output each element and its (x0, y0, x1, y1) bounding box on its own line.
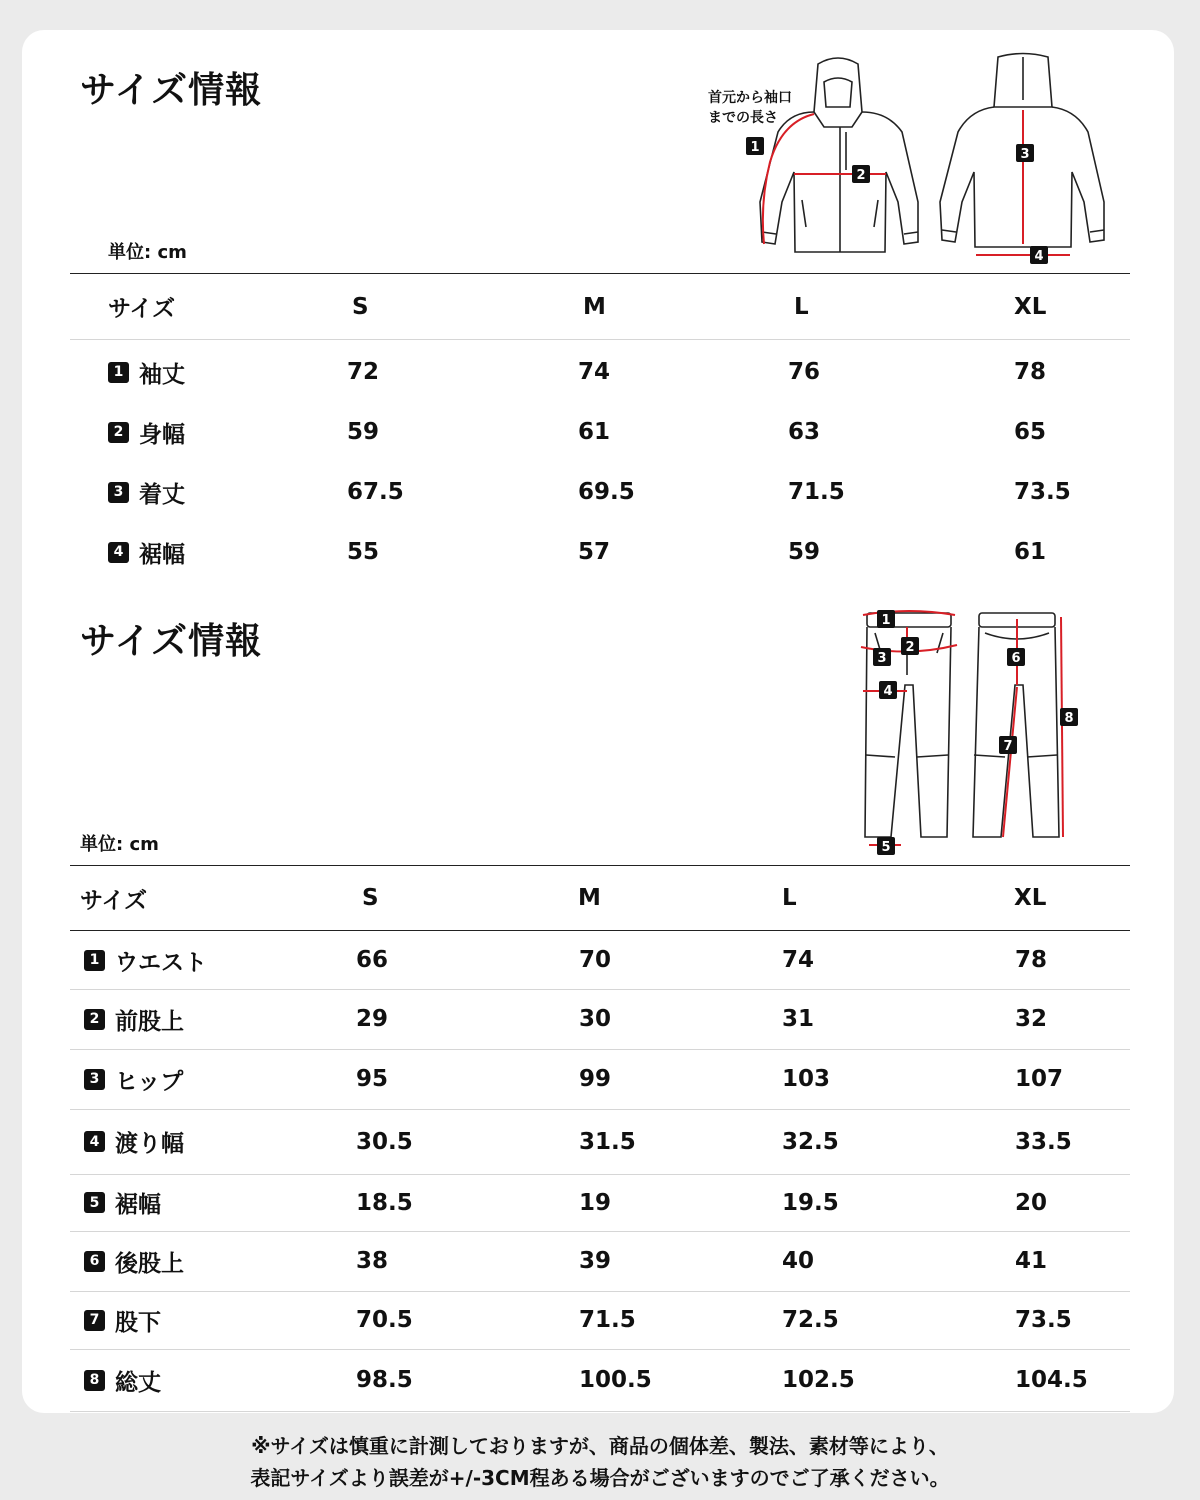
pants-value-xl: 104.5 (1015, 1367, 1088, 1393)
jacket-value-l: 76 (788, 359, 821, 385)
pants-value-l: 19.5 (782, 1189, 839, 1216)
measurement-number-badge: 7 (84, 1310, 105, 1331)
svg-text:6: 6 (1011, 651, 1021, 666)
jacket-header-size: サイズ (108, 296, 176, 322)
pants-table-row (70, 1174, 1130, 1232)
jacket-header-s: S (352, 293, 369, 320)
pants-value-xl: 32 (1015, 1006, 1048, 1032)
measurement-name: 前股上 (115, 1008, 184, 1035)
pants-value-s: 70.5 (356, 1307, 413, 1333)
jacket-table-row (70, 462, 1130, 522)
pants-value-l: 32.5 (782, 1128, 839, 1155)
svg-text:3: 3 (1020, 147, 1030, 162)
pants-value-xl: 33.5 (1015, 1128, 1072, 1155)
measurement-name: 渡り幅 (115, 1131, 184, 1157)
measurement-name: ヒップ (115, 1068, 184, 1095)
measurement-name: 裾幅 (115, 1192, 161, 1218)
jacket-measurement-diagram (690, 52, 1120, 267)
pants-header-xl: XL (1014, 885, 1047, 911)
pants-unit-label: 単位: cm (80, 834, 159, 855)
jacket-header-row (70, 274, 1130, 340)
measurement-number-badge: 4 (84, 1131, 105, 1152)
measurement-name: 着丈 (139, 481, 185, 508)
svg-text:4: 4 (883, 684, 893, 699)
pants-header-l: L (782, 885, 797, 911)
jacket-value-xl: 78 (1014, 359, 1047, 385)
measurement-number-badge: 5 (84, 1192, 105, 1213)
pants-header-size: サイズ (80, 887, 148, 914)
pants-row-label (84, 1364, 161, 1397)
pants-header-s: S (362, 885, 379, 911)
measurement-name: ウエスト (115, 949, 207, 976)
disclaimer-line-2: 表記サイズより誤差が+/-3CM程ある場合がございますのでご了承ください。 (250, 1466, 950, 1490)
pants-table-row (70, 1291, 1130, 1350)
pants-table-row (70, 1049, 1130, 1110)
jacket-header-l: L (794, 293, 809, 320)
pants-value-l: 31 (782, 1006, 815, 1032)
jacket-value-m: 69.5 (578, 479, 635, 505)
measurement-number-badge: 2 (108, 422, 129, 443)
pants-value-s: 95 (356, 1066, 389, 1092)
measurement-number-badge: 3 (108, 482, 129, 503)
jacket-value-l: 63 (788, 419, 821, 445)
pants-header-rule (70, 930, 1130, 931)
pants-measurement-diagram (855, 605, 1095, 860)
pants-table-row (70, 989, 1130, 1050)
pants-row-label (84, 944, 207, 977)
pants-value-m: 39 (579, 1248, 612, 1274)
jacket-value-l: 71.5 (788, 479, 845, 505)
jacket-value-m: 74 (578, 359, 611, 385)
pants-table-row (70, 1349, 1130, 1412)
pants-value-l: 102.5 (782, 1367, 855, 1393)
measurement-name: 袖丈 (139, 361, 185, 388)
jacket-section-title: サイズ情報 (80, 70, 263, 111)
jacket-value-l: 59 (788, 539, 821, 565)
svg-text:2: 2 (856, 168, 866, 183)
pants-value-l: 103 (782, 1066, 831, 1092)
pants-header-m: M (578, 885, 601, 911)
pants-value-m: 31.5 (579, 1128, 636, 1155)
measurement-name: 裾幅 (139, 541, 185, 568)
jacket-value-m: 57 (578, 539, 611, 565)
pants-row-label (84, 1063, 183, 1096)
jacket-table-row (70, 522, 1130, 582)
pants-value-l: 74 (782, 947, 815, 973)
measurement-name: 後股上 (115, 1250, 184, 1277)
jacket-value-s: 72 (347, 359, 380, 385)
svg-text:7: 7 (1003, 739, 1013, 754)
svg-text:1: 1 (750, 140, 760, 155)
pants-row-label (84, 1245, 184, 1278)
jacket-caption-line-1: 首元から袖口 (708, 90, 792, 106)
jacket-value-xl: 65 (1014, 419, 1047, 445)
measurement-number-badge: 2 (84, 1009, 105, 1030)
pants-header-row (70, 866, 1130, 930)
pants-table-row (70, 1231, 1130, 1292)
svg-text:5: 5 (881, 840, 891, 855)
measurement-name: 股下 (115, 1309, 161, 1336)
measurement-number-badge: 3 (84, 1069, 105, 1090)
measurement-number-badge: 1 (84, 950, 105, 971)
measurement-name: 総丈 (115, 1369, 161, 1396)
pants-value-m: 19 (579, 1189, 612, 1216)
jacket-table-row (70, 402, 1130, 462)
measurement-name: 身幅 (139, 421, 185, 448)
pants-value-s: 18.5 (356, 1189, 413, 1216)
jacket-unit-label: 単位: cm (108, 242, 187, 263)
pants-row-label (84, 1304, 161, 1337)
svg-text:2: 2 (905, 640, 915, 655)
jacket-value-xl: 73.5 (1014, 479, 1071, 505)
jacket-header-m: M (583, 293, 606, 320)
pants-table-row (70, 931, 1130, 990)
pants-table-row (70, 1109, 1130, 1175)
jacket-header-xl: XL (1014, 293, 1047, 320)
pants-row-label (84, 1003, 184, 1036)
svg-text:1: 1 (881, 613, 891, 628)
pants-value-m: 100.5 (579, 1367, 652, 1393)
pants-row-label (84, 1125, 184, 1158)
disclaimer-line-1: ※サイズは慎重に計測しておりますが、商品の個体差、製法、素材等により、 (251, 1434, 949, 1458)
pants-value-l: 72.5 (782, 1307, 839, 1333)
measurement-number-badge: 1 (108, 362, 129, 383)
pants-value-l: 40 (782, 1248, 815, 1274)
jacket-value-xl: 61 (1014, 539, 1047, 565)
pants-value-s: 30.5 (356, 1128, 413, 1155)
pants-value-s: 66 (356, 947, 389, 973)
pants-value-m: 30 (579, 1006, 612, 1032)
pants-value-xl: 73.5 (1015, 1307, 1072, 1333)
svg-text:8: 8 (1064, 711, 1074, 726)
pants-value-xl: 107 (1015, 1066, 1064, 1092)
jacket-row-label (108, 416, 185, 449)
jacket-table-row (70, 342, 1130, 402)
disclaimer-note (0, 1430, 1200, 1494)
pants-value-xl: 41 (1015, 1248, 1048, 1274)
pants-value-m: 70 (579, 947, 612, 973)
pants-value-m: 99 (579, 1066, 612, 1092)
jacket-row-label (108, 476, 185, 509)
jacket-row-label (108, 536, 185, 569)
pants-value-m: 71.5 (579, 1307, 636, 1333)
pants-value-s: 38 (356, 1248, 389, 1274)
pants-value-xl: 78 (1015, 947, 1048, 973)
jacket-value-s: 59 (347, 419, 380, 445)
pants-section-title: サイズ情報 (80, 621, 263, 662)
jacket-value-s: 55 (347, 539, 380, 565)
pants-value-s: 29 (356, 1006, 389, 1032)
measurement-number-badge: 4 (108, 542, 129, 563)
measurement-number-badge: 6 (84, 1251, 105, 1272)
svg-text:4: 4 (1034, 249, 1044, 264)
pants-value-xl: 20 (1015, 1189, 1048, 1216)
jacket-value-s: 67.5 (347, 479, 404, 505)
svg-text:3: 3 (877, 651, 887, 666)
jacket-row-label (108, 356, 185, 389)
measurement-number-badge: 8 (84, 1370, 105, 1391)
pants-row-label (84, 1186, 161, 1219)
jacket-caption-line-2: までの長さ (708, 110, 778, 126)
jacket-diagram-caption (708, 88, 792, 128)
pants-value-s: 98.5 (356, 1367, 413, 1393)
jacket-value-m: 61 (578, 419, 611, 445)
